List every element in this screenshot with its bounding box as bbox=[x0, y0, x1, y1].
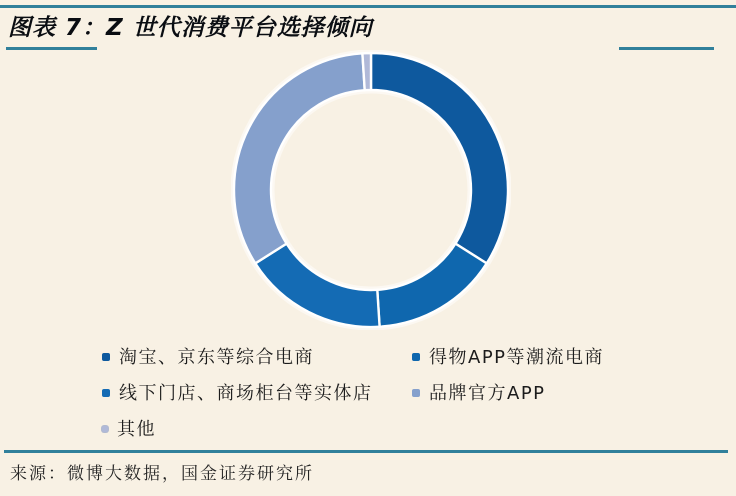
source-attribution: 来源：微博大数据，国金证券研究所 bbox=[10, 464, 314, 484]
legend-marker-icon bbox=[412, 389, 420, 397]
legend-marker-icon bbox=[102, 353, 110, 361]
title-underline-left bbox=[6, 47, 97, 50]
legend-label: 淘宝、京东等综合电商 bbox=[119, 347, 314, 368]
legend-label: 线下门店、商场柜台等实体店 bbox=[119, 383, 373, 404]
donut-chart-svg bbox=[231, 50, 511, 330]
legend-label: 其他 bbox=[117, 419, 156, 440]
legend-marker-icon bbox=[102, 389, 110, 397]
legend-label: 品牌官方APP bbox=[429, 383, 546, 404]
chart-title: 图表 7：Z 世代消费平台选择倾向 bbox=[8, 15, 373, 41]
legend-marker-icon bbox=[412, 353, 420, 361]
legend-label: 得物APP等潮流电商 bbox=[429, 347, 605, 368]
donut-chart bbox=[231, 50, 511, 330]
donut-segment-5 bbox=[362, 53, 371, 90]
donut-segment-4 bbox=[234, 53, 365, 263]
footer-separator-line bbox=[4, 450, 728, 453]
title-underline-right bbox=[619, 47, 714, 50]
donut-segment-1 bbox=[371, 53, 508, 263]
top-border-line bbox=[0, 5, 736, 8]
legend-item-brand-official-app bbox=[412, 379, 604, 405]
legend-item-offline-stores bbox=[102, 379, 398, 405]
chart-legend bbox=[102, 343, 604, 441]
legend-marker-icon bbox=[102, 426, 108, 432]
legend-item-other bbox=[102, 415, 398, 441]
legend-item-dewu-app bbox=[412, 343, 604, 369]
donut-segment-3 bbox=[255, 244, 379, 327]
legend-item-taobao-jd bbox=[102, 343, 398, 369]
